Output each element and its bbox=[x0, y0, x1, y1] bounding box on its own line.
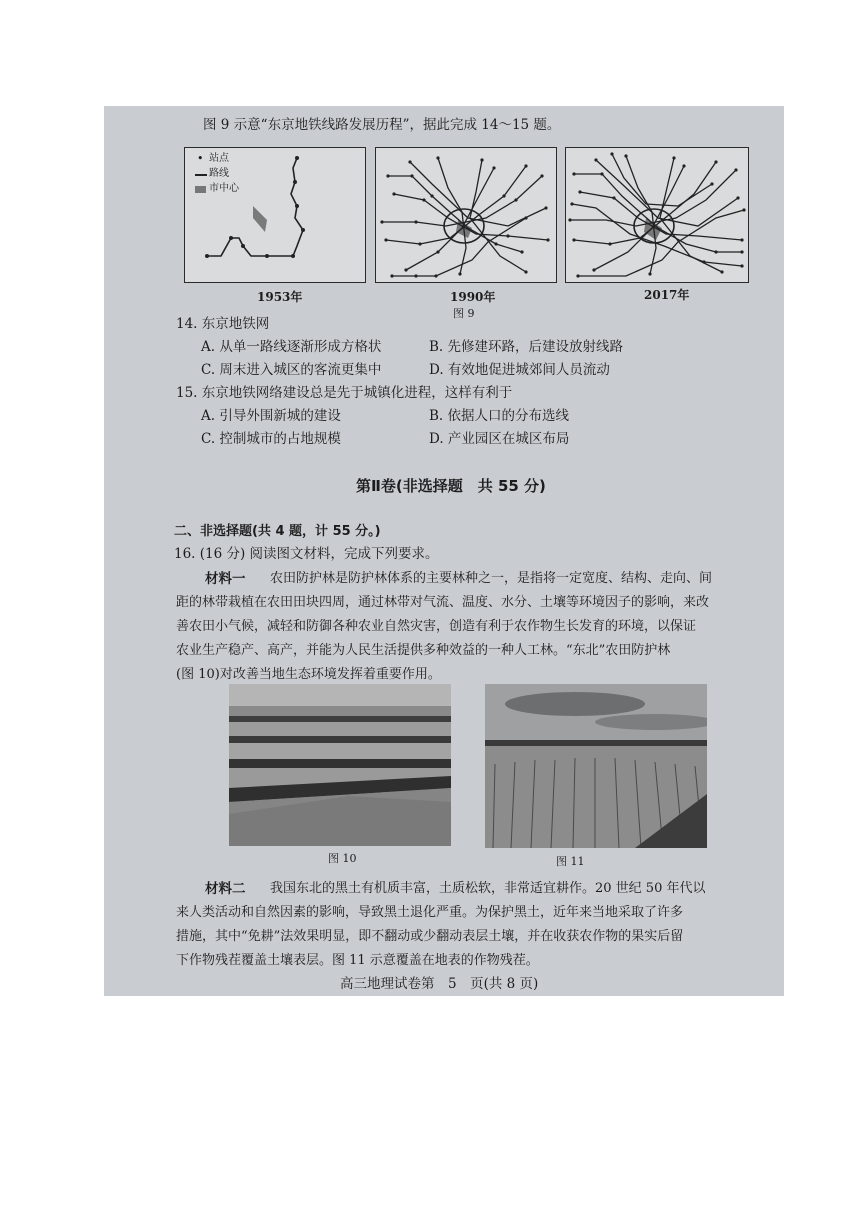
subway-2017-drawing bbox=[566, 148, 750, 284]
q14-option-d: D. 有效地促进城郊间人员流动 bbox=[429, 362, 610, 378]
exam-paper bbox=[104, 106, 784, 996]
q16-stem: 16. (16 分) 阅读图文材料，完成下列要求。 bbox=[174, 546, 439, 562]
subway-1953-drawing bbox=[185, 148, 367, 284]
material2-line-4: 下作物残茬覆盖土壤表层。图 11 示意覆盖在地表的作物残茬。 bbox=[176, 953, 539, 968]
map-label-1990: 1990年 bbox=[450, 290, 496, 304]
subway-1990-drawing bbox=[376, 148, 558, 284]
q15-option-c: C. 控制城市的占地规模 bbox=[201, 431, 341, 447]
legend-center-label: 市中心 bbox=[209, 183, 239, 194]
page-footer: 高三地理试卷第 5 页(共 8 页) bbox=[340, 976, 539, 992]
map-2017 bbox=[565, 147, 749, 283]
material2-line-2: 来人类活动和自然因素的影响，导致黑土退化严重。为保护黑土，近年来当地采取了许多 bbox=[176, 905, 684, 920]
material1-line-2: 距的林带栽植在农田田块四周，通过林带对气流、温度、水分、土壤等环境因子的影响，来改 bbox=[176, 595, 710, 610]
material1-line-5: (图 10)对改善当地生态环境发挥着重要作用。 bbox=[176, 667, 441, 682]
intro-text: 图 9 示意“东京地铁线路发展历程”，据此完成 14～15 题。 bbox=[203, 117, 561, 133]
figure-9-caption: 图 9 bbox=[453, 307, 475, 320]
legend-station-label: 站点 bbox=[209, 153, 229, 164]
material1-line-1: 农田防护林是防护林体系的主要林种之一，是指将一定宽度、结构、走向、间 bbox=[270, 571, 713, 586]
q15-option-b: B. 依据人口的分布选线 bbox=[429, 408, 570, 424]
q14-stem: 14. 东京地铁网 bbox=[176, 316, 270, 332]
material2-label: 材料二 bbox=[205, 881, 246, 897]
figure-11-caption: 图 11 bbox=[556, 855, 585, 868]
map-1990 bbox=[375, 147, 557, 283]
material1-line-3: 善农田小气候，减轻和防御各种农业自然灾害，创造有利于农作物生长发育的环境，以保证 bbox=[176, 619, 697, 634]
q14-option-c: C. 周末进入城区的客流更集中 bbox=[201, 362, 382, 378]
material1-label: 材料一 bbox=[205, 571, 246, 587]
figure-10-photo bbox=[229, 684, 451, 846]
q15-stem: 15. 东京地铁网络建设总是先于城镇化进程，这样有利于 bbox=[176, 385, 513, 401]
q15-option-d: D. 产业园区在城区布局 bbox=[429, 431, 570, 447]
q14-option-b: B. 先修建环路，后建设放射线路 bbox=[429, 339, 624, 355]
material1-line-4: 农业生产稳产、高产，并能为人民生活提供多种效益的一种人工林。“东北”农田防护林 bbox=[176, 643, 671, 658]
part2-title: 第Ⅱ卷(非选择题 共 55 分) bbox=[356, 477, 546, 495]
legend-station-icon: • bbox=[197, 152, 204, 165]
map-label-2017: 2017年 bbox=[644, 288, 690, 302]
material2-line-3: 措施，其中“免耕”法效果明显，即不翻动或少翻动表层土壤，并在收获农作物的果实后留 bbox=[176, 929, 684, 944]
q15-option-a: A. 引导外围新城的建设 bbox=[201, 408, 341, 424]
map-label-1953: 1953年 bbox=[257, 290, 303, 304]
q14-option-a: A. 从单一路线逐渐形成方格状 bbox=[201, 339, 382, 355]
figure-10-caption: 图 10 bbox=[328, 852, 357, 865]
section-heading: 二、非选择题(共 4 题，计 55 分。) bbox=[174, 524, 381, 539]
material2-line-1: 我国东北的黑土有机质丰富，土质松软，非常适宜耕作。20 世纪 50 年代以 bbox=[270, 881, 706, 896]
map-1953 bbox=[184, 147, 366, 283]
legend-route-label: 路线 bbox=[209, 168, 229, 179]
figure-11-photo bbox=[485, 684, 707, 848]
